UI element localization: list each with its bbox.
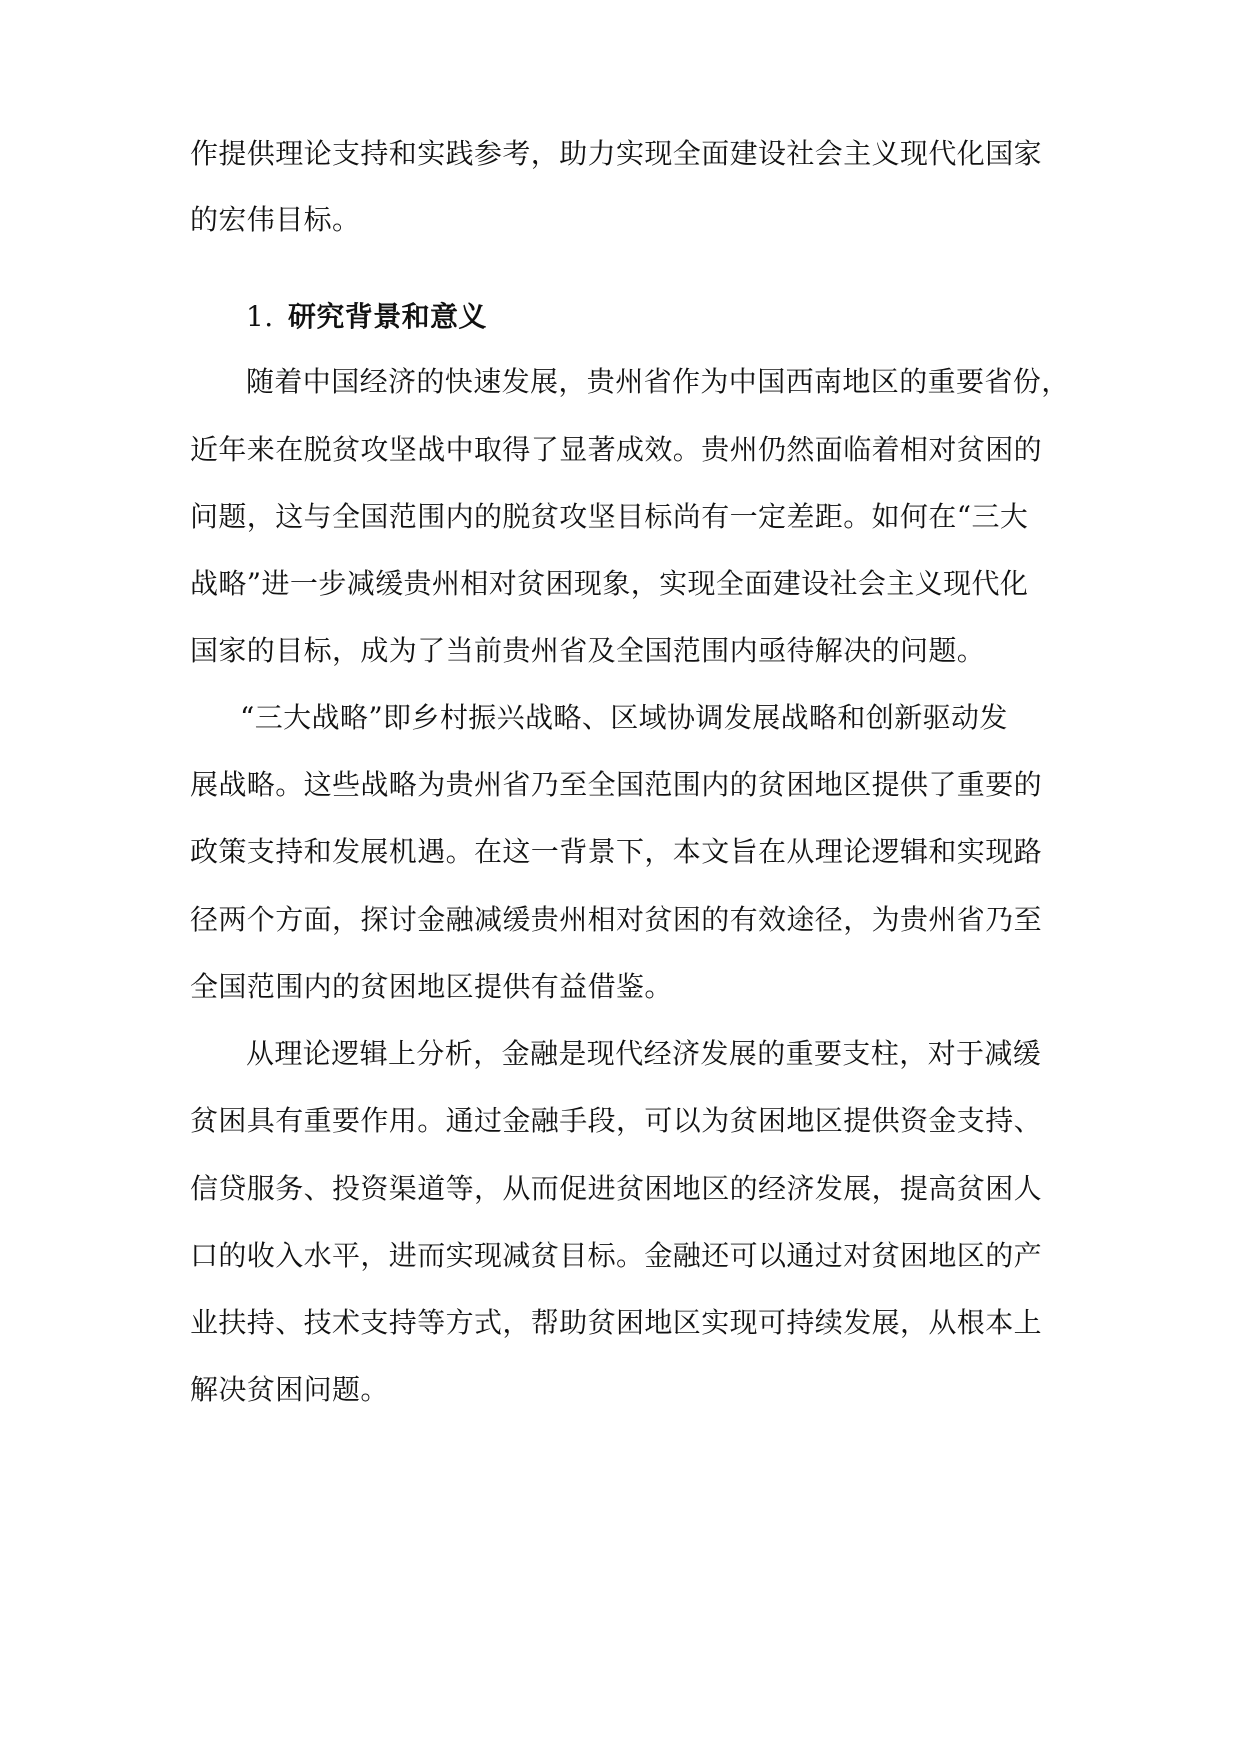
paragraph-line: 政策支持和发展机遇。在这一背景下，本文旨在从理论逻辑和实现路: [190, 835, 1043, 868]
paragraph-line: 信贷服务、投资渠道等，从而促进贫困地区的经济发展，提高贫困人: [190, 1172, 1043, 1205]
continuation-line: 的宏伟目标。: [190, 203, 361, 236]
paragraph-line: “三大战略”即乡村振兴战略、区域协调发展战略和创新驱动发: [240, 701, 1008, 734]
paragraph-line: 解决贫困问题。: [190, 1373, 389, 1406]
paragraph-line: 全国范围内的贫困地区提供有益借鉴。: [190, 970, 673, 1003]
paragraph-line: 从理论逻辑上分析，金融是现代经济发展的重要支柱，对于减缓: [246, 1037, 1042, 1070]
paragraph-line: 问题，这与全国范围内的脱贫攻坚目标尚有一定差距。如何在“三大: [190, 500, 1029, 533]
section-heading: [246, 297, 487, 337]
paragraph-line: 径两个方面，探讨金融减缓贵州相对贫困的有效途径，为贵州省乃至: [190, 903, 1043, 936]
continuation-line: 作提供理论支持和实践参考，助力实现全面建设社会主义现代化国家: [190, 137, 1043, 170]
paragraph-line: 口的收入水平，进而实现减贫目标。金融还可以通过对贫困地区的产: [190, 1239, 1043, 1272]
paragraph-line: 战略”进一步减缓贵州相对贫困现象，实现全面建设社会主义现代化: [190, 567, 1029, 600]
paragraph-line: 展战略。这些战略为贵州省乃至全国范围内的贫困地区提供了重要的: [190, 768, 1043, 801]
paragraph-line: 随着中国经济的快速发展，贵州省作为中国西南地区的重要省份，: [246, 365, 1070, 398]
section-number: 1.: [246, 300, 274, 333]
paragraph-line: 贫困具有重要作用。通过金融手段，可以为贫困地区提供资金支持、: [190, 1104, 1043, 1137]
section-title: 研究背景和意义: [288, 300, 487, 333]
paragraph-line: 业扶持、技术支持等方式，帮助贫困地区实现可持续发展，从根本上: [190, 1306, 1043, 1339]
paragraph-line: 国家的目标，成为了当前贵州省及全国范围内亟待解决的问题。: [190, 634, 986, 667]
paragraph-line: 近年来在脱贫攻坚战中取得了显著成效。贵州仍然面临着相对贫困的: [190, 433, 1043, 466]
